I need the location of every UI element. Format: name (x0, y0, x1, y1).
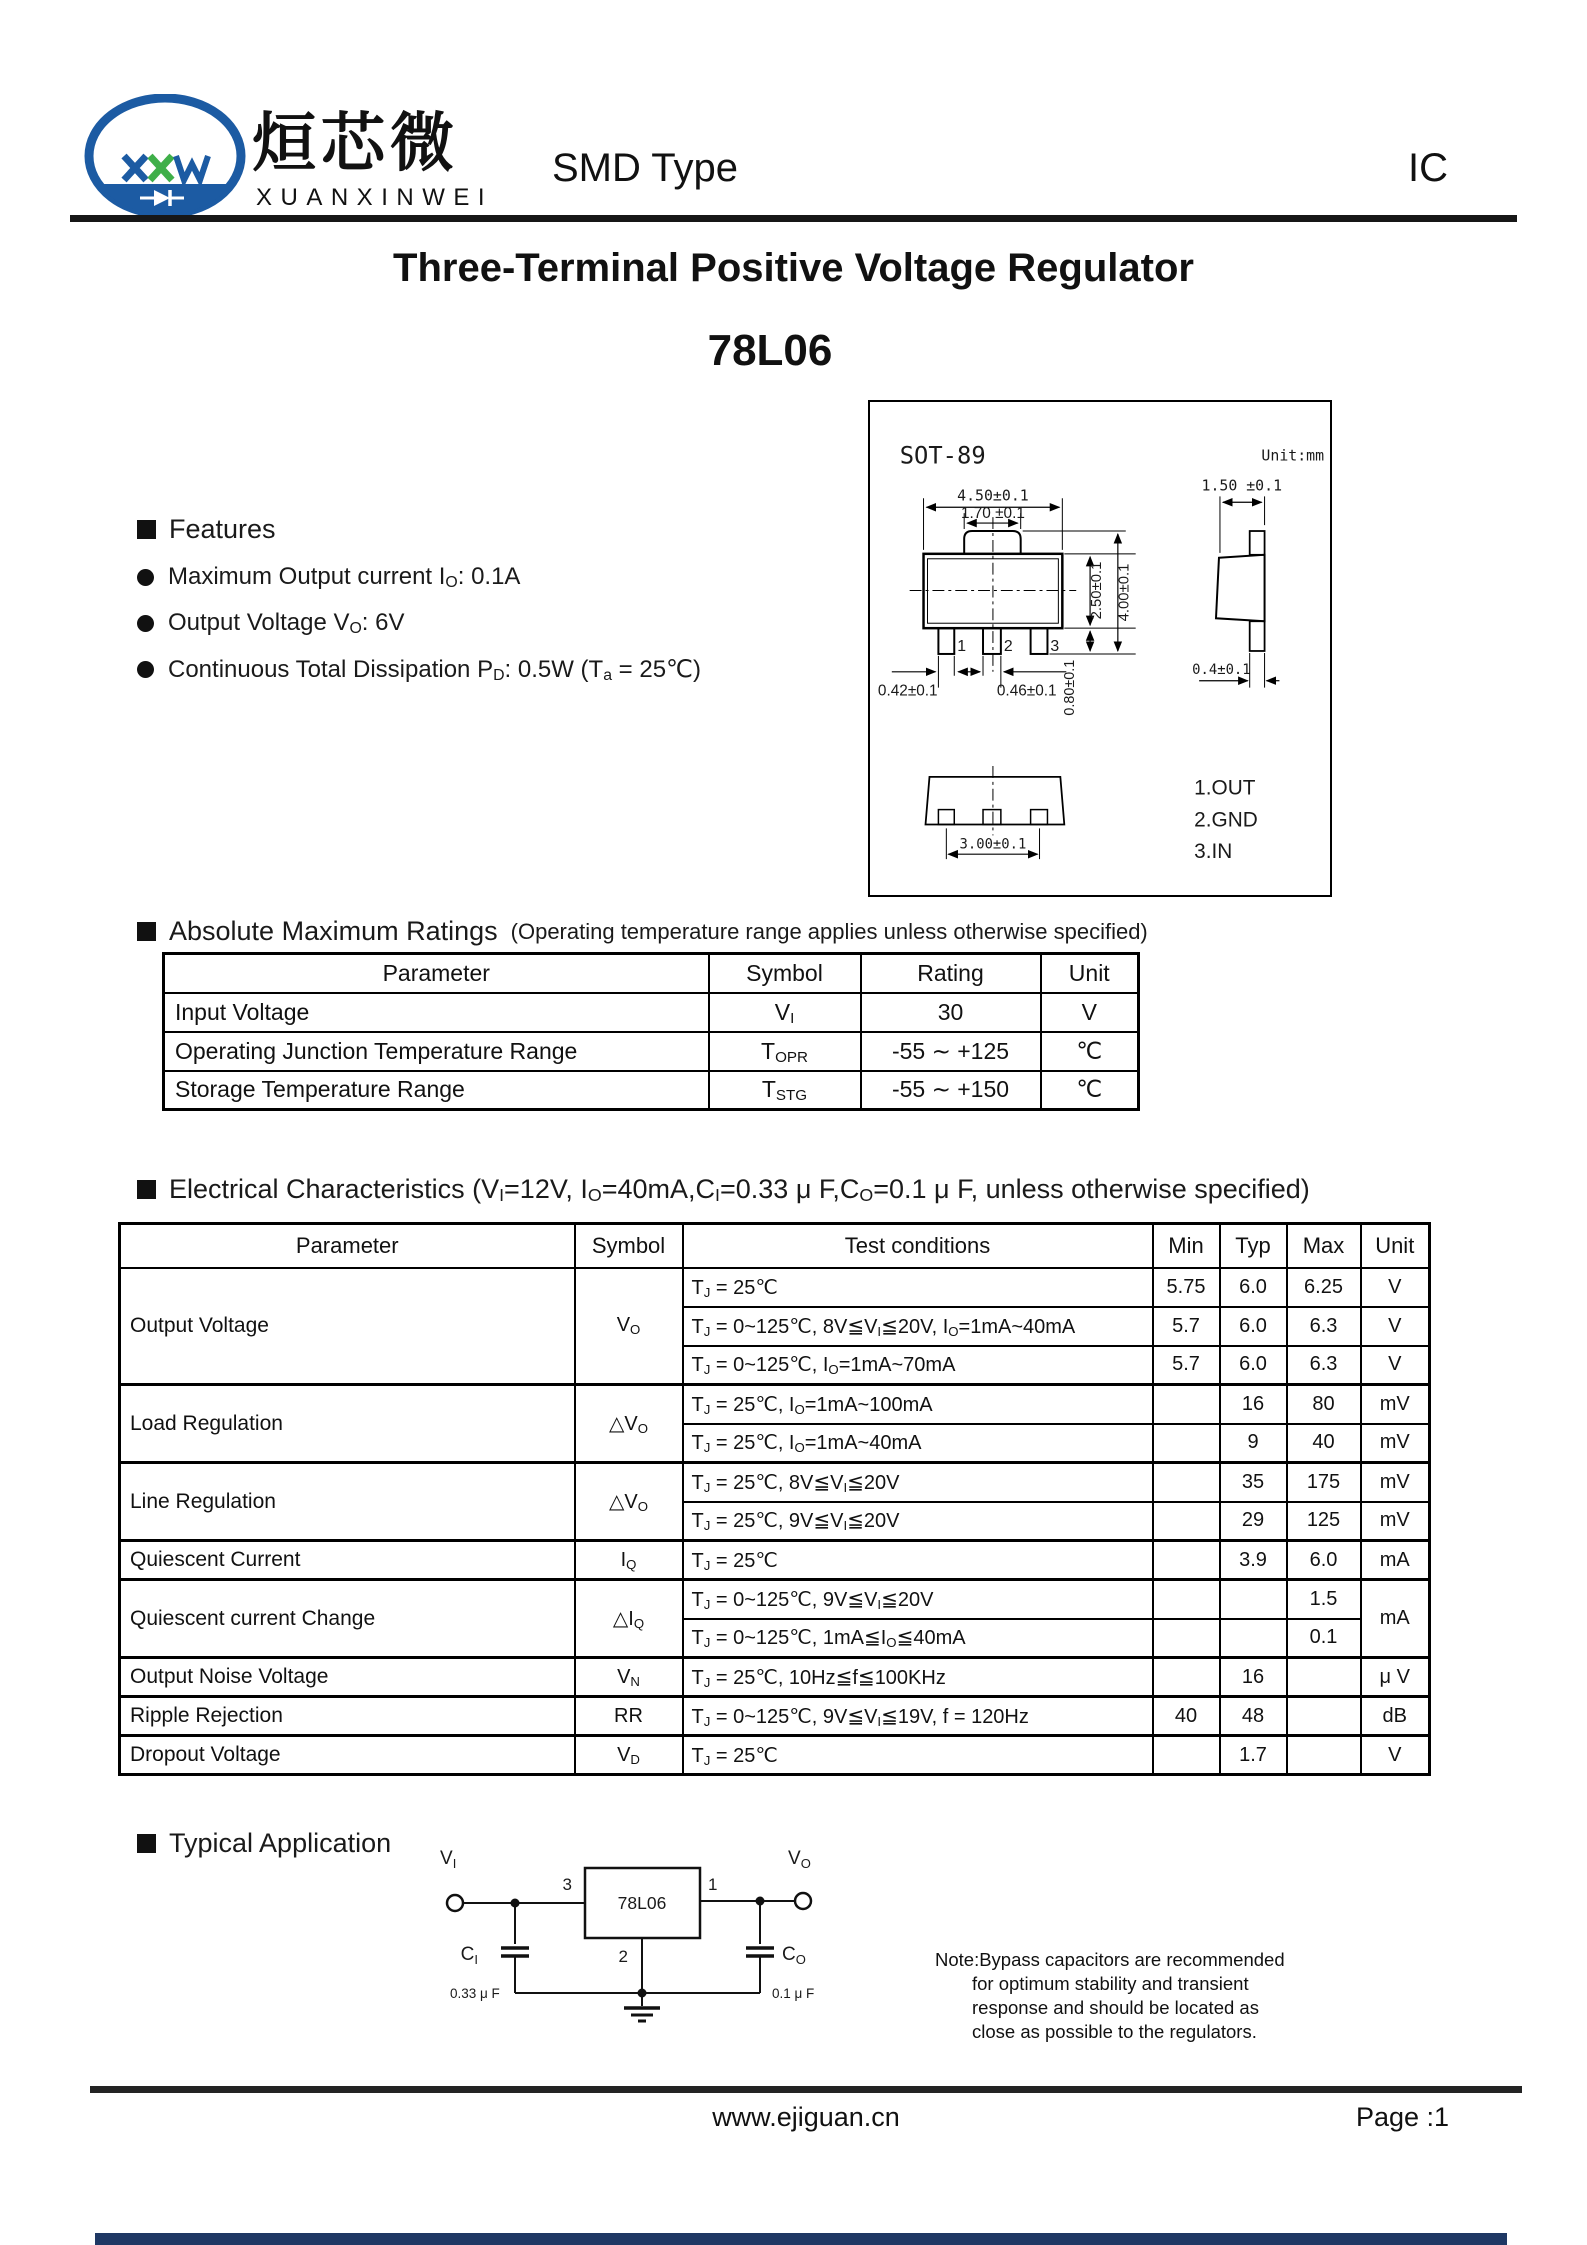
ec-row (120, 1658, 1430, 1697)
cell-unit: V (1361, 1307, 1430, 1346)
cell-cond: TJ = 0~125℃, 9V≦VI≦20V (683, 1580, 1153, 1619)
pin-in-number: 3 (562, 1875, 572, 1894)
cell-cond: TJ = 0~125℃, 9V≦VI≦19V, f = 120Hz (683, 1697, 1153, 1736)
footer-bottom-bar (95, 2233, 1507, 2245)
cell-param: Output Voltage (120, 1268, 575, 1385)
note-line: close as possible to the regulators. (972, 2021, 1257, 2042)
ec-heading: Electrical Characteristics (VI=12V, IO=40mA,CI=0.33 μ F,CO=0.1 μ F, unless otherwise specified) (137, 1174, 1310, 1205)
section-marker-icon (137, 1180, 156, 1199)
application-heading: Typical Application (137, 1828, 391, 1859)
package-name: SOT-89 (899, 441, 986, 470)
col-header: Symbol (709, 954, 861, 993)
cout-value: 0.1 μ F (772, 1986, 815, 2001)
brand-name-english: XUANXINWEI (256, 184, 494, 211)
cell-param: Output Noise Voltage (120, 1658, 575, 1697)
cell-cond: TJ = 25℃ (683, 1541, 1153, 1580)
bullet-icon (137, 615, 154, 632)
cell-max: 175 (1287, 1463, 1361, 1502)
cell-unit: mV (1361, 1463, 1430, 1502)
footer-url: www.ejiguan.cn (712, 2102, 900, 2132)
section-marker-icon (137, 922, 156, 941)
ec-row (120, 1580, 1430, 1619)
cell-param: Dropout Voltage (120, 1736, 575, 1775)
cell-symbol: RR (575, 1697, 683, 1736)
application-circuit (420, 1848, 840, 2048)
cell-param: Operating Junction Temperature Range (164, 1032, 709, 1071)
cell-max (1287, 1658, 1361, 1697)
amr-row (164, 993, 1139, 1032)
cell-max: 125 (1287, 1502, 1361, 1541)
cell-param: Storage Temperature Range (164, 1071, 709, 1110)
cell-min (1153, 1502, 1220, 1541)
col-header: Unit (1361, 1224, 1430, 1268)
cell-cond: TJ = 0~125℃, 1mA≦IO≦40mA (683, 1619, 1153, 1658)
cell-min (1153, 1541, 1220, 1580)
cell-max: 6.25 (1287, 1268, 1361, 1307)
section-marker-icon (137, 1834, 156, 1853)
feature-item: Maximum Output current IO: 0.1A (137, 563, 701, 591)
cell-symbol: VO (575, 1268, 683, 1385)
col-header: Symbol (575, 1224, 683, 1268)
col-header: Parameter (164, 954, 709, 993)
note-line: response and should be located as (972, 1997, 1259, 2018)
cell-symbol: △VO (575, 1385, 683, 1463)
cell-unit: mV (1361, 1424, 1430, 1463)
cell-min: 5.75 (1153, 1268, 1220, 1307)
package-drawing (870, 402, 1330, 895)
cell-cond: TJ = 25℃ (683, 1736, 1153, 1775)
col-header: Max (1287, 1224, 1361, 1268)
cell-param: Ripple Rejection (120, 1697, 575, 1736)
cell-unit: μ V (1361, 1658, 1430, 1697)
cell-min (1153, 1619, 1220, 1658)
ec-row (120, 1541, 1430, 1580)
ec-header-row (120, 1224, 1430, 1268)
section-marker-icon (137, 520, 156, 539)
application-note (935, 1948, 1285, 2044)
ic-label: IC (1408, 146, 1448, 190)
note-line: Note:Bypass capacitors are recommended (935, 1949, 1285, 1970)
page-title: Three-Terminal Positive Voltage Regulator (393, 246, 1194, 290)
cell-symbol: VI (709, 993, 861, 1032)
cell-cond: TJ = 0~125℃, 8V≦VI≦20V, IO=1mA~40mA (683, 1307, 1153, 1346)
doc-type-label: SMD Type (552, 146, 738, 190)
pin-number: 1 (957, 637, 967, 655)
pin-function-out: 1.OUT (1194, 776, 1256, 800)
cell-max: 40 (1287, 1424, 1361, 1463)
col-header: Typ (1220, 1224, 1287, 1268)
amr-table (162, 952, 1140, 1111)
cell-min (1153, 1580, 1220, 1619)
pin-function-in: 3.IN (1194, 840, 1233, 864)
brand-name-chinese: 烜芯微 (252, 107, 459, 179)
amr-heading: Absolute Maximum Ratings (Operating temperature range applies unless otherwise specified) (137, 916, 1148, 947)
cell-min: 40 (1153, 1697, 1220, 1736)
features-section (137, 514, 701, 684)
cout-label: $C_O$ (782, 1944, 806, 1967)
unit-label: Unit:mm (1261, 446, 1325, 465)
regulator-box-label: 78L06 (617, 1893, 667, 1913)
cell-symbol: TSTG (709, 1071, 861, 1110)
cell-max (1287, 1697, 1361, 1736)
cell-param: Quiescent Current (120, 1541, 575, 1580)
ec-row (120, 1736, 1430, 1775)
vin-label: $V_I$ (440, 1848, 457, 1871)
dim-pin-length: 0.80±0.1 (1062, 659, 1079, 716)
cell-unit: V (1361, 1268, 1430, 1307)
cell-min: 5.7 (1153, 1307, 1220, 1346)
dim-top-width: 4.50±0.1 (957, 486, 1029, 505)
header-rule (70, 215, 1517, 222)
cell-typ: 29 (1220, 1502, 1287, 1541)
cell-rating: 30 (861, 993, 1041, 1032)
cell-unit: dB (1361, 1697, 1430, 1736)
amr-header-row (164, 954, 1139, 993)
cell-max: 0.1 (1287, 1619, 1361, 1658)
cell-param: Input Voltage (164, 993, 709, 1032)
cell-min (1153, 1424, 1220, 1463)
dim-tab-width: 1.70 ±0.1 (960, 505, 1025, 523)
cell-param: Load Regulation (120, 1385, 575, 1463)
dim-pin-width: 0.42±0.1 (877, 682, 938, 700)
cell-typ (1220, 1619, 1287, 1658)
cell-typ: 48 (1220, 1697, 1287, 1736)
pin-gnd-number: 2 (618, 1947, 628, 1966)
cell-typ: 6.0 (1220, 1268, 1287, 1307)
dim-body-height: 2.50±0.1 (1088, 561, 1105, 620)
col-header: Parameter (120, 1224, 575, 1268)
ec-row (120, 1385, 1430, 1424)
company-logo-icon (84, 94, 246, 218)
cell-typ: 6.0 (1220, 1307, 1287, 1346)
cell-typ: 3.9 (1220, 1541, 1287, 1580)
cell-typ: 35 (1220, 1463, 1287, 1502)
cell-min (1153, 1385, 1220, 1424)
cell-cond: TJ = 25℃, IO=1mA~100mA (683, 1385, 1153, 1424)
footer-rule (90, 2086, 1522, 2093)
cell-symbol: TOPR (709, 1032, 861, 1071)
cell-max: 80 (1287, 1385, 1361, 1424)
features-heading: Features (137, 514, 701, 545)
cell-max: 6.3 (1287, 1307, 1361, 1346)
cell-max: 6.0 (1287, 1541, 1361, 1580)
cell-unit: mA (1361, 1580, 1430, 1658)
pin-number: 2 (1003, 637, 1013, 655)
amr-row (164, 1032, 1139, 1071)
package-side-view (1199, 496, 1279, 687)
cell-cond: TJ = 25℃, 10Hz≦f≦100KHz (683, 1658, 1153, 1697)
ec-row (120, 1268, 1430, 1307)
cin-value: 0.33 μ F (450, 1986, 500, 2001)
feature-item: Output Voltage VO: 6V (137, 609, 701, 637)
cell-unit: ℃ (1041, 1071, 1139, 1110)
cin-label: $C_I$ (460, 1944, 478, 1967)
dim-side-width: 1.50 ±0.1 (1201, 476, 1283, 495)
dim-total-height: 4.00±0.1 (1116, 563, 1133, 622)
cell-min (1153, 1463, 1220, 1502)
cell-typ: 16 (1220, 1385, 1287, 1424)
cell-typ: 9 (1220, 1424, 1287, 1463)
footer-page-number: Page :1 (1356, 2102, 1450, 2132)
cell-unit: V (1361, 1736, 1430, 1775)
ec-row (120, 1463, 1430, 1502)
pin-out-number: 1 (708, 1875, 718, 1894)
cell-cond: TJ = 25℃, 8V≦VI≦20V (683, 1463, 1153, 1502)
cell-unit: ℃ (1041, 1032, 1139, 1071)
col-header: Min (1153, 1224, 1220, 1268)
cell-unit: mV (1361, 1502, 1430, 1541)
bullet-icon (137, 569, 154, 586)
cell-min: 5.7 (1153, 1346, 1220, 1385)
cell-param: Quiescent current Change (120, 1580, 575, 1658)
ec-row (120, 1697, 1430, 1736)
cell-unit: mV (1361, 1385, 1430, 1424)
dim-pad-span: 3.00±0.1 (959, 836, 1027, 853)
cell-unit: V (1041, 993, 1139, 1032)
note-line: for optimum stability and transient (972, 1973, 1249, 1994)
cell-cond: TJ = 0~125℃, IO=1mA~70mA (683, 1346, 1153, 1385)
cell-typ: 6.0 (1220, 1346, 1287, 1385)
pin-function-gnd: 2.GND (1194, 808, 1258, 832)
col-header: Unit (1041, 954, 1139, 993)
dim-lead-thickness: 0.4±0.1 (1192, 661, 1251, 678)
part-number: 78L06 (707, 326, 833, 375)
cell-symbol: VD (575, 1736, 683, 1775)
feature-item: Continuous Total Dissipation PD: 0.5W (Ta = 25℃) (137, 655, 701, 684)
col-header: Test conditions (683, 1224, 1153, 1268)
bullet-icon (137, 661, 154, 678)
dim-pin-pitch: 0.46±0.1 (996, 682, 1057, 700)
cell-min (1153, 1736, 1220, 1775)
package-drawing-box (868, 400, 1332, 897)
cell-max: 6.3 (1287, 1346, 1361, 1385)
cell-rating: -55 ∼ +150 (861, 1071, 1041, 1110)
cell-unit: V (1361, 1346, 1430, 1385)
cell-param: Line Regulation (120, 1463, 575, 1541)
vout-label: $V_O$ (788, 1848, 811, 1871)
col-header: Rating (861, 954, 1041, 993)
cell-max (1287, 1736, 1361, 1775)
cell-unit: mA (1361, 1541, 1430, 1580)
cell-typ: 1.7 (1220, 1736, 1287, 1775)
cell-symbol: IQ (575, 1541, 683, 1580)
cell-min (1153, 1658, 1220, 1697)
cell-cond: TJ = 25℃, IO=1mA~40mA (683, 1424, 1153, 1463)
cell-cond: TJ = 25℃, 9V≦VI≦20V (683, 1502, 1153, 1541)
ec-table (118, 1222, 1431, 1776)
amr-row (164, 1071, 1139, 1110)
cell-symbol: △VO (575, 1463, 683, 1541)
cell-typ: 16 (1220, 1658, 1287, 1697)
cell-typ (1220, 1580, 1287, 1619)
cell-cond: TJ = 25℃ (683, 1268, 1153, 1307)
cell-symbol: VN (575, 1658, 683, 1697)
cell-rating: -55 ∼ +125 (861, 1032, 1041, 1071)
pin-number: 3 (1050, 637, 1060, 655)
cell-max: 1.5 (1287, 1580, 1361, 1619)
cell-symbol: △IQ (575, 1580, 683, 1658)
